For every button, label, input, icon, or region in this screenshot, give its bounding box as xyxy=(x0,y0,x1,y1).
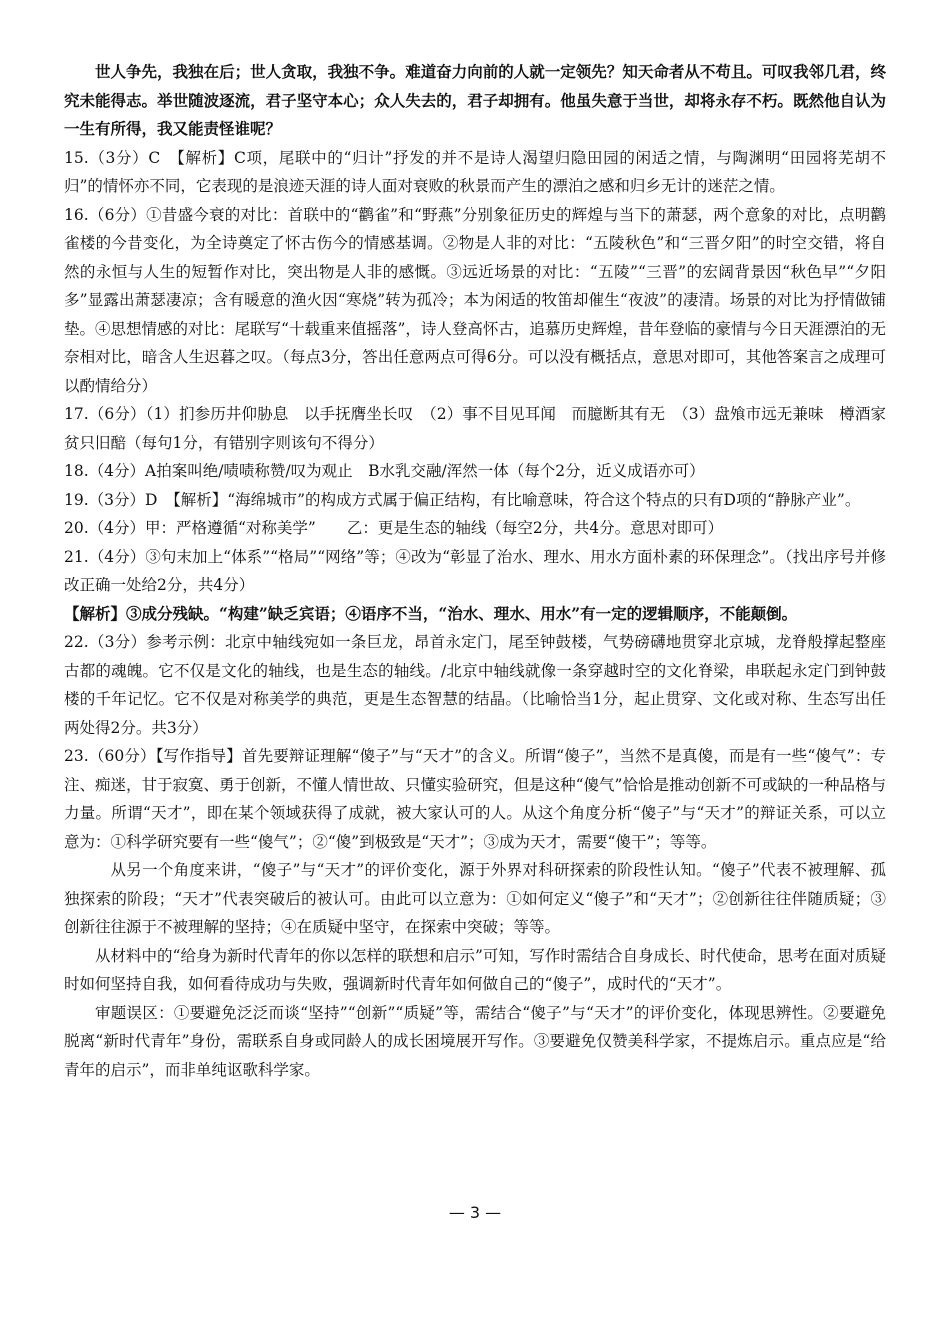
poem-translation: 世人争先，我独在后；世人贪取，我独不争。难道奋力向前的人就一定领先？知天命者从不苟且。可叹我邻几君，终究未能得志。举世随波逐流，君子坚守本心；众人失去的，君子却拥有。他虽失意于当世，却将永存不朽。既然他自认为一生有所得，我又能责怪谁呢？ xyxy=(64,62,886,138)
answer-q15: 15.（3分）C 【解析】C项，尾联中的“归计”抒发的并不是诗人渴望归隐田园的闲适之情，与陶渊明“田园将芜胡不归”的情怀亦不同，它表现的是浪迹天涯的诗人面对衰败的秋景而产生的漂泊之感和归乡无计的迷茫之情。 xyxy=(64,148,886,195)
page-number: — 3 — xyxy=(448,1203,502,1222)
answer-q17: 17.（6分）（1）扪参历井仰胁息 以手抚膺坐长叹 （2）事不目见耳闻 而臆断其有无 （3）盘飧市远无兼味 樽酒家贫只旧醅（每句1分，有错别字则该句不得分） xyxy=(64,405,886,452)
answer-q21: 21.（4分）③句末加上“体系”“格局”“网络”等；④改为“彰显了治水、理水、用水方面朴素的环保理念”。（找出序号并修改正确一处给2分，共4分） xyxy=(64,547,886,594)
answer-page xyxy=(64,58,886,1084)
answer-q23-pitfalls: 审题误区：①要避免泛泛而谈“坚持”“创新”“质疑”等，需结合“傻子”与“天才”的评价变化，体现思辨性。②要避免脱离“新时代青年”身份，需联系自身或同龄人的成长困境展开写作。③要避免仅赞美科学家，不提炼启示。重点应是“给青年的启示”，而非单纯讴歌科学家。 xyxy=(64,1003,886,1079)
answer-q23-angle: 从另一个角度来讲，“傻子”与“天才”的评价变化，源于外界对科研探索的阶段性认知。“傻子”代表不被理解、孤独探索的阶段；“天才”代表突破后的被认可。由此可以立意为：①如何定义“傻子”和“天才”；②创新往往伴随质疑；③创新往往源于不被理解的坚持；④在质疑中坚守，在探索中突破；等等。 xyxy=(64,861,886,936)
answer-q18: 18.（4分）A拍案叫绝/啧啧称赞/叹为观止 B水乳交融/浑然一体（每个2分，近义成语亦可） xyxy=(64,462,705,480)
answer-q23-guide: 23.（60分）【写作指导】首先要辩证理解“傻子”与“天才”的含义。所谓“傻子”，当然不是真傻，而是有一些“傻气”：专注、痴迷，甘于寂寞、勇于创新，不懂人情世故、只懂实验研究，但是这种“傻气”恰恰是推动创新不可或缺的一种品格与力量。所谓“天才”，即在某个领域获得了成就，被大家认可的人。从这个角度分析“傻子”与“天才”的辩证关系，可以立意为：①科学研究要有一些“傻气”；②“傻”到极致是“天才”；③成为天才，需要“傻干”；等等。 xyxy=(64,747,886,851)
answer-q21-analysis: 【解析】③成分残缺。“构建”缺乏宾语；④语序不当，“治水、理水、用水”有一定的逻辑顺序，不能颠倒。 xyxy=(64,603,798,623)
answer-q22: 22.（3分）参考示例：北京中轴线宛如一条巨龙，昂首永定门，尾至钟鼓楼，气势磅礴地贯穿北京城，龙脊般撑起整座古都的魂魄。它不仅是文化的轴线，也是生态的轴线。/北京中轴线就像一条穿越时空的文化脊梁，串联起永定门到钟鼓楼的千年记忆。它不仅是对称美学的典范，更是生态智慧的结晶。（比喻恰当1分，起止贯穿、文化或对称、生态写出任两处得2分。共3分） xyxy=(64,633,886,737)
answer-q19: 19.（3分）D 【解析】“海绵城市”的构成方式属于偏正结构，有比喻意味，符合这个特点的只有D项的“静脉产业”。 xyxy=(64,490,861,509)
answer-q20: 20.（4分）甲：严格遵循“对称美学” 乙：更是生态的轴线（每空2分，共4分。意思对即可） xyxy=(64,519,724,537)
answer-q23-material: 从材料中的“给身为新时代青年的你以怎样的联想和启示”可知，写作时需结合自身成长、时代使命，思考在面对质疑时如何坚持自我，如何看待成功与失败，强调新时代青年如何做自己的“傻子”，成时代的“天才”。 xyxy=(64,946,886,993)
answer-q16: 16.（6分）①昔盛今衰的对比：首联中的“鹳雀”和“野燕”分别象征历史的辉煌与当下的萧瑟，两个意象的对比，点明鹳雀楼的今昔变化，为全诗奠定了怀古伤今的情感基调。②物是人非的对比：“五陵秋色”和“三晋夕阳”的时空交错，将自然的永恒与人生的短暂作对比，突出物是人非的感慨。③远近场景的对比：“五陵”“三晋”的宏阔背景因“秋色早”“夕阳多”显露出萧瑟凄凉；含有暖意的渔火因“寒烧”转为孤冷；本为闲适的牧笛却催生“夜波”的凄清。场景的对比为抒情做铺垫。④思想情感的对比：尾联写“十载重来值摇落”，诗人登高怀古，追慕历史辉煌，昔年登临的豪情与今日天涯漂泊的无奈相对比，暗含人生迟暮之叹。（每点3分，答出任意两点可得6分。可以没有概括点，意思对即可，其他答案言之成理可以酌情给分） xyxy=(64,205,886,395)
